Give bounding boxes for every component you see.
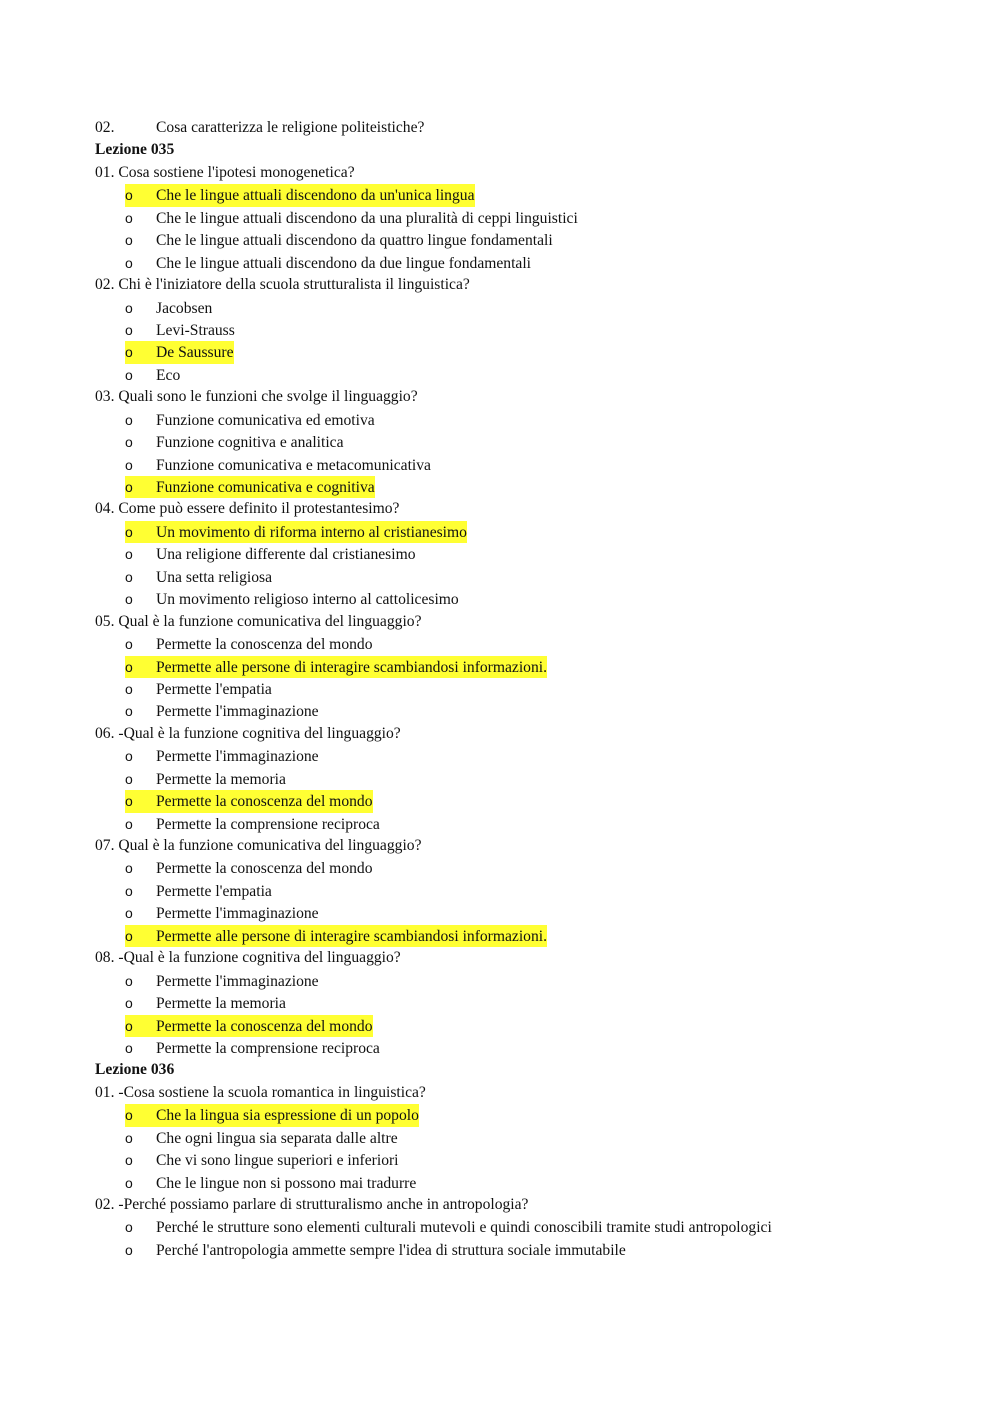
circle-bullet-icon: o — [125, 411, 133, 428]
answer-option — [95, 588, 975, 610]
lesson-heading: Lezione 035 — [95, 141, 175, 159]
answer-option-wrap — [125, 476, 375, 498]
answer-option-wrap — [125, 633, 373, 655]
answer-option-highlighted — [95, 341, 975, 363]
circle-bullet-icon: o — [125, 209, 133, 226]
answer-option — [95, 364, 975, 386]
answer-option — [95, 700, 975, 722]
answer-option-wrap — [125, 745, 319, 767]
answer-option-text: Che vi sono lingue superiori e inferiori — [156, 1152, 399, 1170]
question-text: Cosa caratterizza le religione politeistiche? — [156, 119, 425, 136]
answer-option-highlighted — [95, 184, 975, 206]
answer-option-text: Permette la conoscenza del mondo — [156, 636, 373, 654]
answer-option-wrap — [125, 1015, 373, 1037]
answer-option — [95, 543, 975, 565]
answer-option-wrap — [125, 1239, 626, 1261]
circle-bullet-icon: o — [125, 905, 133, 922]
circle-bullet-icon: o — [125, 591, 133, 608]
answer-option-text: De Saussure — [156, 344, 234, 362]
question — [95, 117, 975, 139]
answer-option-text: Permette l'empatia — [156, 680, 272, 698]
answer-option-wrap — [125, 252, 531, 274]
answer-option-highlighted — [95, 476, 975, 498]
answer-option — [95, 1037, 975, 1059]
question-text: 07. Qual è la funzione comunicativa del linguaggio? — [95, 837, 422, 854]
question-text: 08. -Qual è la funzione cognitiva del linguaggio? — [95, 949, 401, 967]
circle-bullet-icon: o — [125, 658, 133, 675]
answer-option-text: Che le lingue non si possono mai tradurre — [156, 1174, 417, 1192]
circle-bullet-icon: o — [125, 1039, 133, 1056]
circle-bullet-icon: o — [125, 299, 133, 316]
answer-option-text: Che le lingue attuali discendono da quattro lingue fondamentali — [156, 232, 553, 250]
answer-option — [95, 1216, 975, 1238]
answer-option — [95, 566, 975, 588]
circle-bullet-icon: o — [125, 770, 133, 787]
answer-option-wrap — [125, 1104, 419, 1126]
answer-option — [95, 902, 975, 924]
circle-bullet-icon: o — [125, 1017, 133, 1034]
circle-bullet-icon: o — [125, 995, 133, 1012]
answer-option — [95, 970, 975, 992]
answer-option-wrap — [125, 229, 553, 251]
answer-option-wrap — [125, 431, 344, 453]
circle-bullet-icon: o — [125, 232, 133, 249]
document-page — [95, 117, 975, 1261]
answer-option-text: Permette la comprensione reciproca — [156, 1039, 380, 1057]
circle-bullet-icon: o — [125, 793, 133, 810]
circle-bullet-icon: o — [125, 523, 133, 540]
circle-bullet-icon: o — [125, 321, 133, 338]
answer-option-text: Funzione comunicativa ed emotiva — [156, 411, 375, 429]
answer-option-text: Perché l'antropologia ammette sempre l'idea di struttura sociale immutabile — [156, 1241, 626, 1259]
answer-option-wrap — [125, 700, 319, 722]
circle-bullet-icon: o — [125, 636, 133, 653]
circle-bullet-icon: o — [125, 1129, 133, 1146]
answer-option-wrap — [125, 341, 234, 363]
answer-option-wrap — [125, 970, 319, 992]
answer-option-text: Che ogni lingua sia separata dalle altre — [156, 1129, 398, 1147]
question-text: 01. -Cosa sostiene la scuola romantica in linguistica? — [95, 1083, 426, 1101]
lessons-list — [95, 139, 975, 1261]
answer-option-wrap — [125, 1172, 416, 1194]
answer-option — [95, 633, 975, 655]
answer-option-wrap — [125, 1037, 380, 1059]
answer-option-wrap — [125, 521, 467, 543]
answer-option-text: Permette l'immaginazione — [156, 972, 319, 990]
answer-option-text: Un movimento religioso interno al cattolicesimo — [156, 591, 459, 609]
answer-option-text: Permette la conoscenza del mondo — [156, 793, 373, 811]
question-text: 06. -Qual è la funzione cognitiva del linguaggio? — [95, 724, 401, 742]
circle-bullet-icon: o — [125, 568, 133, 585]
question-text: 04. Come può essere definito il protestantesimo? — [95, 500, 400, 518]
answer-option-text: Funzione cognitiva e analitica — [156, 434, 344, 452]
answer-option — [95, 813, 975, 835]
answer-option — [95, 745, 975, 767]
circle-bullet-icon: o — [125, 680, 133, 697]
answer-option-wrap — [125, 992, 286, 1014]
circle-bullet-icon: o — [125, 366, 133, 383]
question-text: 05. Qual è la funzione comunicativa del linguaggio? — [95, 612, 422, 630]
answer-option-text: Permette la memoria — [156, 995, 286, 1013]
answer-option-wrap — [125, 1127, 398, 1149]
answer-option-wrap — [125, 184, 475, 206]
answer-option-text: Permette alle persone di interagire scambiandosi informazioni. — [156, 658, 548, 676]
answer-option — [95, 992, 975, 1014]
answer-option-highlighted — [95, 656, 975, 678]
answer-option-highlighted — [95, 521, 975, 543]
circle-bullet-icon: o — [125, 972, 133, 989]
answer-option — [95, 880, 975, 902]
answer-option-wrap — [125, 543, 416, 565]
answer-option — [95, 1127, 975, 1149]
answer-option-highlighted — [95, 1015, 975, 1037]
circle-bullet-icon: o — [125, 546, 133, 563]
answer-option-highlighted — [95, 1104, 975, 1126]
answer-option-wrap — [125, 857, 373, 879]
answer-option — [95, 857, 975, 879]
answer-option-wrap — [125, 454, 431, 476]
answer-option — [95, 1239, 975, 1261]
answer-option-wrap — [125, 297, 212, 319]
answer-option — [95, 431, 975, 453]
answer-option — [95, 297, 975, 319]
answer-option-text: Permette l'immaginazione — [156, 748, 319, 766]
answer-option-text: Perché le strutture sono elementi culturali mutevoli e quindi conoscibili tramite studi antropologici — [156, 1219, 772, 1237]
question-text: 01. Cosa sostiene l'ipotesi monogenetica? — [95, 163, 355, 181]
answer-option-text: Permette la conoscenza del mondo — [156, 860, 373, 878]
answer-option-wrap — [125, 588, 459, 610]
answer-option — [95, 319, 975, 341]
answer-option-wrap — [125, 207, 578, 229]
question-number: 02. — [95, 119, 115, 136]
answer-option-wrap — [125, 925, 547, 947]
answer-option — [95, 252, 975, 274]
answer-option-wrap — [125, 678, 272, 700]
lesson-heading: Lezione 036 — [95, 1061, 175, 1079]
circle-bullet-icon: o — [125, 344, 133, 361]
circle-bullet-icon: o — [125, 748, 133, 765]
answer-option-text: Permette la conoscenza del mondo — [156, 1017, 373, 1035]
circle-bullet-icon: o — [125, 927, 133, 944]
answer-option — [95, 454, 975, 476]
circle-bullet-icon: o — [125, 1107, 133, 1124]
answer-option-text: Che le lingue attuali discendono da una pluralità di ceppi linguistici — [156, 209, 578, 227]
answer-option-text: Funzione comunicativa e metacomunicativa — [156, 456, 431, 474]
answer-option — [95, 409, 975, 431]
circle-bullet-icon: o — [125, 815, 133, 832]
answer-option-wrap — [125, 409, 375, 431]
answer-option — [95, 229, 975, 251]
question-text: 02. -Perché possiamo parlare di strutturalismo anche in antropologia? — [95, 1196, 529, 1213]
answer-option-text: Che la lingua sia espressione di un popolo — [156, 1107, 419, 1125]
circle-bullet-icon: o — [125, 1241, 133, 1258]
answer-option-wrap — [125, 364, 180, 386]
answer-option-text: Funzione comunicativa e cognitiva — [156, 479, 375, 496]
answer-option-wrap — [125, 790, 373, 812]
answer-option-text: Che le lingue attuali discendono da due lingue fondamentali — [156, 254, 532, 272]
answer-option-text: Permette l'empatia — [156, 882, 272, 900]
answer-option-highlighted — [95, 925, 975, 947]
answer-option — [95, 768, 975, 790]
answer-option-wrap — [125, 813, 380, 835]
answer-option-text: Che le lingue attuali discendono da un'unica lingua — [156, 187, 475, 205]
circle-bullet-icon: o — [125, 882, 133, 899]
circle-bullet-icon: o — [125, 434, 133, 451]
circle-bullet-icon: o — [125, 703, 133, 720]
circle-bullet-icon: o — [125, 479, 133, 495]
answer-option-text: Una religione differente dal cristianesimo — [156, 546, 416, 564]
answer-option-text: Una setta religiosa — [156, 568, 273, 586]
answer-option-wrap — [125, 319, 235, 341]
question-text: 03. Quali sono le funzioni che svolge il linguaggio? — [95, 388, 418, 406]
answer-option-text: Levi-Strauss — [156, 321, 235, 339]
answer-option-text: Jacobsen — [156, 299, 213, 317]
answer-option-text: Un movimento di riforma interno al cristianesimo — [156, 523, 467, 541]
answer-option-text: Permette la comprensione reciproca — [156, 815, 380, 833]
answer-option-text: Permette l'immaginazione — [156, 905, 319, 923]
answer-option-wrap — [125, 1149, 399, 1171]
answer-option — [95, 1149, 975, 1171]
answer-option-wrap — [125, 566, 272, 588]
answer-option-wrap — [125, 768, 286, 790]
answer-option — [95, 678, 975, 700]
answer-option-text: Permette la memoria — [156, 770, 286, 788]
answer-option-wrap — [125, 656, 547, 678]
answer-option-wrap — [125, 880, 272, 902]
circle-bullet-icon: o — [125, 1152, 133, 1169]
answer-option — [95, 1172, 975, 1194]
circle-bullet-icon: o — [125, 1219, 133, 1236]
answer-option-text: Eco — [156, 366, 181, 384]
answer-option-text: Permette alle persone di interagire scambiandosi informazioni. — [156, 927, 548, 945]
circle-bullet-icon: o — [125, 187, 133, 204]
circle-bullet-icon: o — [125, 860, 133, 877]
circle-bullet-icon: o — [125, 254, 133, 271]
answer-option-wrap — [125, 902, 319, 924]
answer-option — [95, 207, 975, 229]
answer-option-text: Permette l'immaginazione — [156, 703, 319, 721]
answer-option-wrap — [125, 1216, 772, 1238]
circle-bullet-icon: o — [125, 456, 133, 473]
question-text: 02. Chi è l'iniziatore della scuola strutturalista il linguistica? — [95, 276, 470, 294]
circle-bullet-icon: o — [125, 1174, 133, 1191]
answer-option-highlighted — [95, 790, 975, 812]
